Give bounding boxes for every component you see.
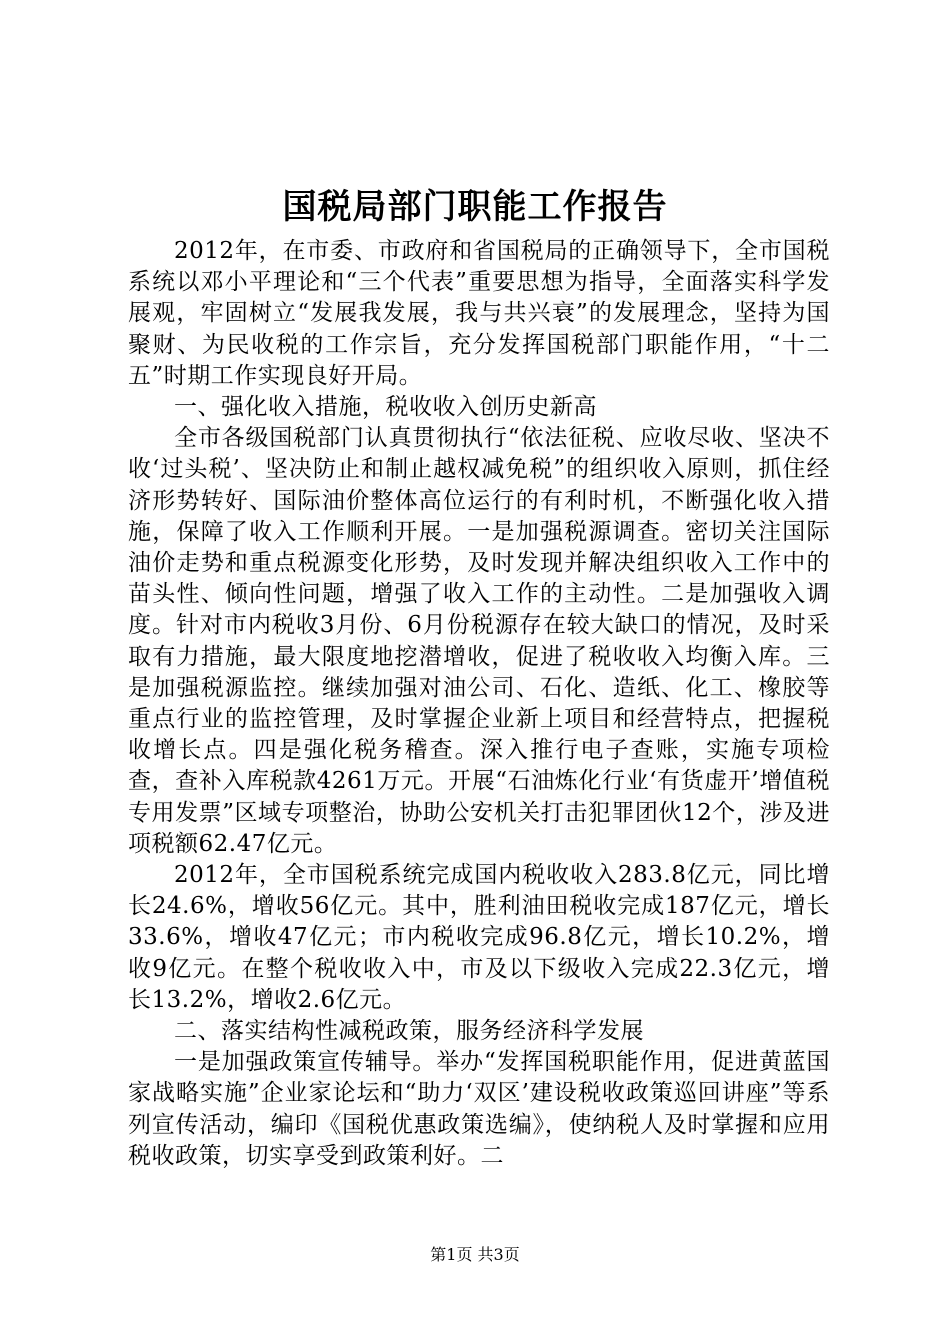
paragraph-revenue-measures: 全市各级国税部门认真贯彻执行“依法征税、应收尽收、坚决不收‘过头税’、坚决防止和制止越权减免税”的组织收入原则，抓住经济形势转好、国际油价整体高位运行的有利时机，不断强化收入措施，保障了收入工作顺利开展。一是加强税源调查。密切关注国际油价走势和重点税源变化形势，及时发现并解决组织收入工作中的苗头性、倾向性问题，增强了收入工作的主动性。二是加强收入调度。针对市内税收3月份、6月份税源存在较大缺口的情况，及时采取有力措施，最大限度地挖潜增收，促进了税收收入均衡入库。三是加强税源监控。继续加强对油公司、石化、造纸、化工、橡胶等重点行业的监控管理，及时掌握企业新上项目和经营特点，把握税收增长点。四是强化税务稽查。深入推行电子查账，实施专项检查，查补入库税款4261万元。开展“石油炼化行业‘有货虚开’增值税专用发票”区域专项整治，协助公安机关打击犯罪团伙12个，涉及进项税额62.47亿元。 <box>128 425 830 857</box>
section-heading-2: 二、落实结构性减税政策，服务经济科学发展 <box>174 1018 644 1045</box>
document-body <box>128 236 830 1172</box>
paragraph-revenue-results: 2012年，全市国税系统完成国内税收收入283.8亿元，同比增长24.6%，增收56亿元。其中，胜利油田税收完成187亿元，增长33.6%，增收47亿元；市内税收完成96.8亿元，增长10.2%，增收9亿元。在整个税收收入中，市及以下级收入完成22.3亿元，增长13.2%，增收2.6亿元。 <box>128 862 830 1013</box>
paragraph-policy-publicity: 一是加强政策宣传辅导。举办“发挥国税职能作用，促进黄蓝国家战略实施”企业家论坛和“助力‘双区’建设税收政策巡回讲座”等系列宣传活动，编印《国税优惠政策选编》，使纳税人及时掌握和应用税收政策，切实享受到政策利好。二 <box>128 1049 830 1169</box>
document-title: 国税局部门职能工作报告 <box>282 187 668 227</box>
page-number-footer: 第1页 共3页 <box>430 1245 520 1264</box>
paragraph-intro: 2012年，在市委、市政府和省国税局的正确领导下，全市国税系统以邓小平理论和“三个代表”重要思想为指导，全面落实科学发展观，牢固树立“发展我发展，我与共兴衰”的发展理念，坚持为国聚财、为民收税的工作宗旨，充分发挥国税部门职能作用，“十二五”时期工作实现良好开局。 <box>128 238 830 389</box>
section-heading-1: 一、强化收入措施，税收收入创历史新高 <box>174 394 597 421</box>
